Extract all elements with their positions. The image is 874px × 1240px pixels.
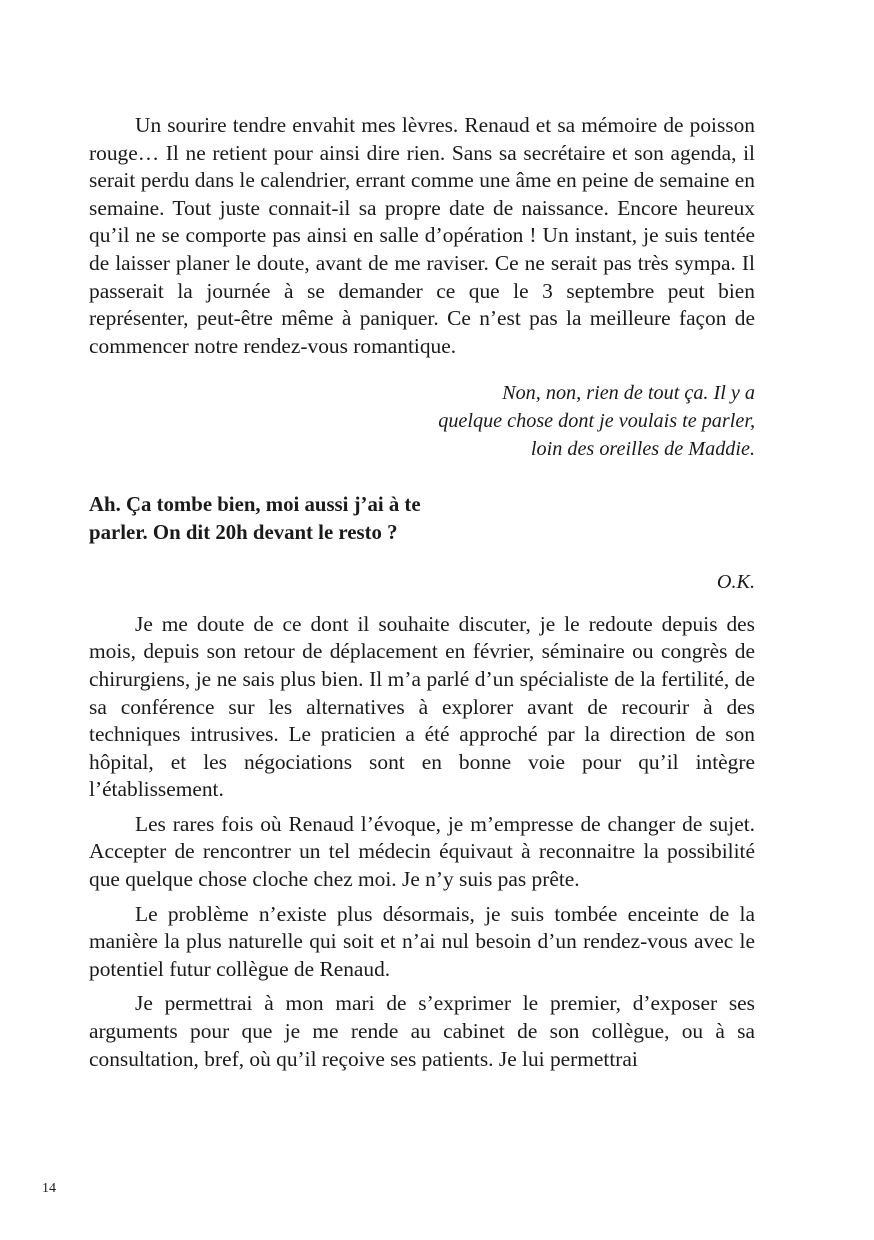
reply-line: Non, non, rien de tout ça. Il y a [502,382,755,405]
text-message-reply-short: O.K. [716,571,755,594]
page-body [89,112,755,1080]
text-message-sent [89,491,489,547]
reply-line: loin des oreilles de Maddie. [530,437,755,460]
paragraph: Les rares fois où Renaud l’évoque, je m’empresse de changer de sujet. Accepter de rencontrer un tel médecin équivaut à reconnaitre la possibilité que quelque chose cloche chez moi. Je n’y suis pas prête. [89,811,755,892]
paragraph: Le problème n’existe plus désormais, je suis tombée enceinte de la manière la plus naturelle qui soit et n’ai nul besoin d’un rendez-vous avec le potentiel futur collègue de Renaud. [89,901,755,981]
page-number: 14 [42,1181,56,1196]
paragraph: Je me doute de ce dont il souhaite discuter, je le redoute depuis des mois, depuis son retour de déplacement en février, séminaire ou congrès de chirurgiens, je ne sais plus bien. Il m’a parlé d’un spécialiste de la fertilité, de sa conférence sur les alternatives à explorer avant de recourir à des techniques intrusives. Le praticien a été approché par la direction de son hôpital, et les négociations sont en bonne voie pour qu’il intègre l’établissement. [89,611,755,802]
message-line: parler. On dit 20h devant le resto ? [89,521,398,545]
paragraph: Je permettrai à mon mari de s’exprimer le premier, d’exposer ses arguments pour que je me rende au cabinet de son collègue, ou à sa consultation, bref, où qu’il reçoive ses patients. Je lui permettrai [89,991,755,1071]
message-line: Ah. Ça tombe bien, moi aussi j’ai à te [89,493,421,517]
paragraph: Un sourire tendre envahit mes lèvres. Renaud et sa mémoire de poisson rouge… Il ne retient pour ainsi dire rien. Sans sa secrétaire et son agenda, il serait perdu dans le calendrier, errant comme une âme en peine de semaine en semaine. Tout juste connait-il sa propre date de naissance. Encore heureux qu’il ne se comporte pas ainsi en salle d’opération ! Un instant, je suis tentée de laisser planer le doute, avant de me raviser. Ce ne serait pas très sympa. Il passerait la journée à se demander ce que le 3 septembre peut bien représenter, peut-être même à paniquer. Ce n’est pas la meilleure façon de commencer notre rendez-vous romantique. [89,113,755,358]
reply-line: quelque chose dont je voulais te parler, [438,409,755,432]
text-message-reply [89,380,755,463]
